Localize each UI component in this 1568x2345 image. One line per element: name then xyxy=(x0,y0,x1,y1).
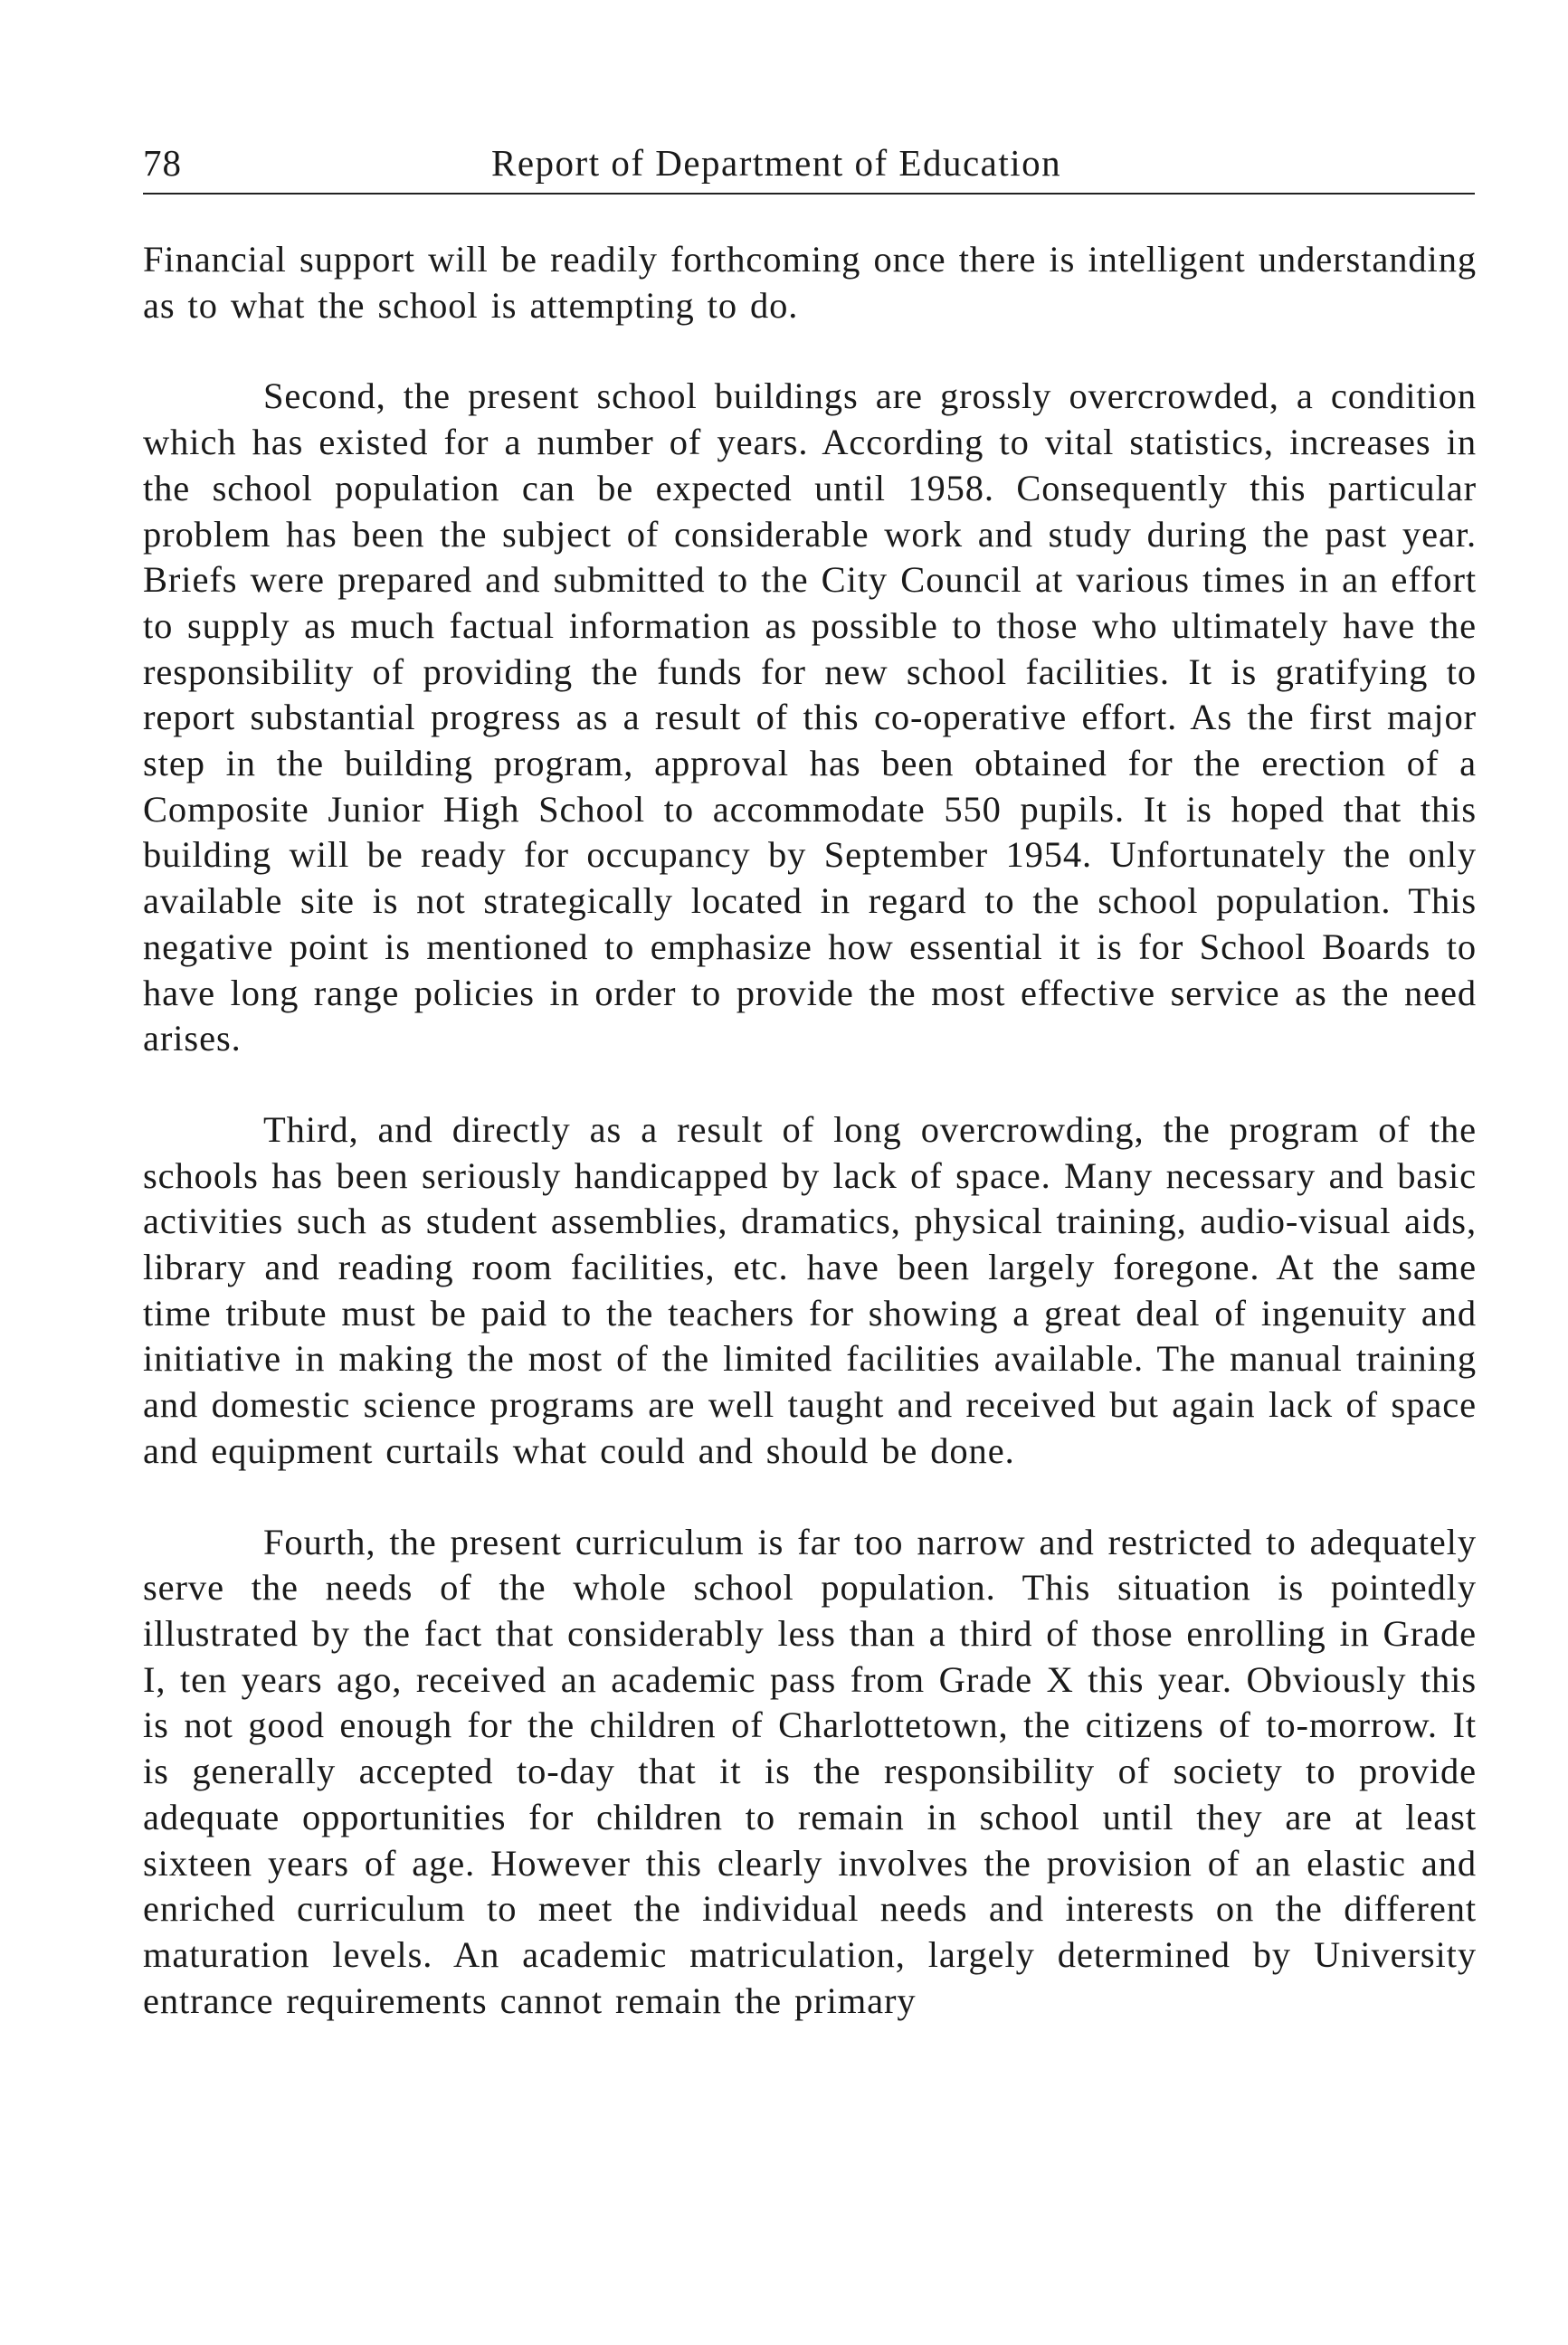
running-head xyxy=(143,136,1475,190)
running-title: Report of Department of Education xyxy=(491,142,1062,184)
paragraph-third: Third, and directly as a result of long overcrowding, the program of the schools has been seriously handicapped by lack of space. Many necessary and basic activities such as student assemblies, dramatics, physical training, audio-visual aids, library and reading room facilities, etc. have been largely foregone. At the same time tribute must be paid to the teachers for showing a great deal of ingenuity and initiative in making the most of the limited facilities available. The manual training and domestic science programs are well taught and received but again lack of space and equipment curtails what could and should be done. xyxy=(143,1108,1477,1471)
body-text xyxy=(143,237,1477,2024)
header-rule xyxy=(143,193,1475,195)
page-number: 78 xyxy=(143,142,182,184)
paragraph-second: Second, the present school buildings are grossly overcrowded, a condition which has existed for a number of years. According to vital statistics, increases in the school population can be expected until 1958. Consequently this particular problem has been the subject of considerable work and study during the past year. Briefs were prepared and submitted to the City Council at various times in an effort to supply as much factual information as possible to those who ultimately have the responsibility of providing the funds for new school facilities. It is gratifying to report substantial progress as a result of this co-operative effort. As the first major step in the building program, approval has been obtained for the erection of a Composite Junior High School to accommodate 550 pupils. It is hoped that this building will be ready for occupancy by September 1954. Unfortunately the only available site is not strategically located in regard to the school population. This negative point is mentioned to emphasize how essential it is for School Boards to have long range policies in order to provide the most effective service as the need arises. xyxy=(143,375,1477,1059)
paragraph-fourth: Fourth, the present curriculum is far too narrow and restricted to adequately serve the needs of the whole school population. This situation is pointedly illustrated by the fact that considerably less than a third of those enrolling in Grade I, ten years ago, received an academic pass from Grade X this year. Obviously this is not good enough for the children of Charlottetown, the citizens of to-morrow. It is generally accepted to-day that it is the responsibility of society to provide adequate opportunities for children to remain in school until they are at least sixteen years of age. However this clearly involves the provision of an elastic and enriched curriculum to meet the individual needs and interests on the different maturation levels. An academic matriculation, largely determined by University entrance requirements cannot remain the primary xyxy=(143,1521,1477,2021)
paragraph-continued: Financial support will be readily forthcoming once there is intelligent understanding as to what the school is attempting to do. xyxy=(143,239,1477,326)
